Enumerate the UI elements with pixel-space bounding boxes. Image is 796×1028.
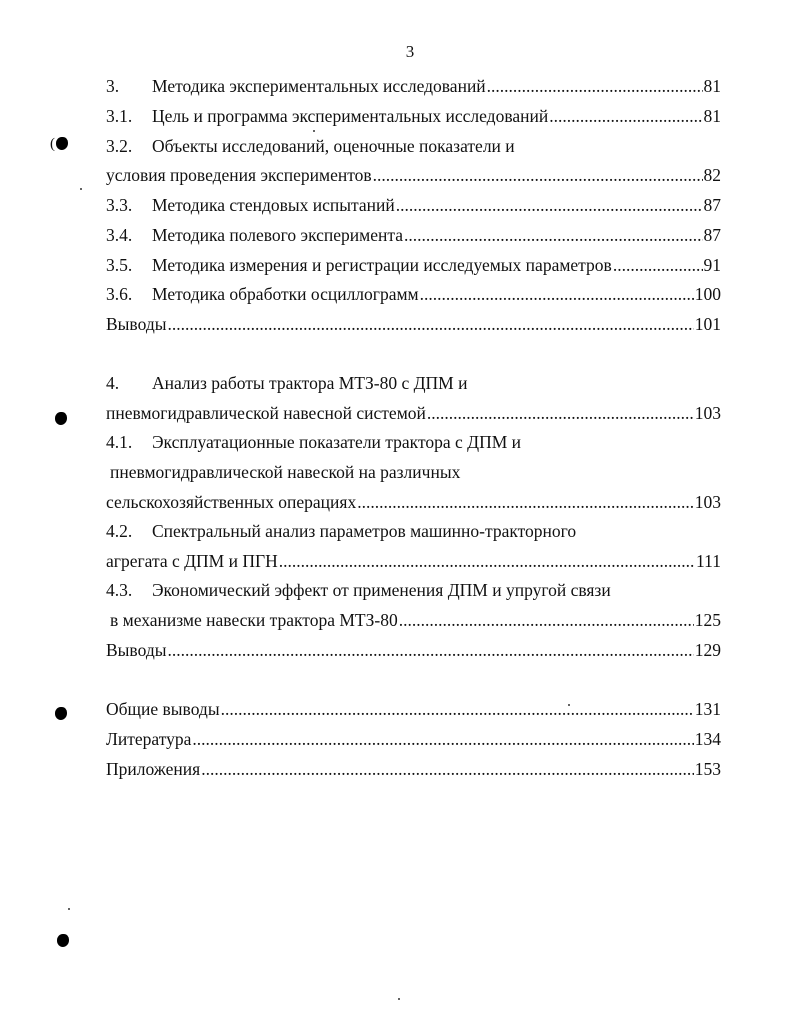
toc-entry-general-conclusions — [106, 697, 721, 721]
dot-leader — [201, 757, 694, 781]
dot-leader — [167, 638, 693, 662]
toc-entry-title: Объекты исследований, оценочные показатели и — [152, 136, 515, 156]
dot-leader — [427, 401, 694, 425]
toc-entry-3-3 — [106, 193, 721, 217]
toc-entry-page: 100 — [694, 284, 721, 304]
page-number: 3 — [405, 42, 415, 61]
toc-entry-conclusions-3 — [106, 312, 721, 336]
toc-entry-3-2-line2 — [106, 163, 721, 187]
toc-entry-title-continued: условия проведения экспериментов — [106, 165, 372, 185]
toc-entry-title: Общие выводы — [106, 699, 220, 719]
toc-entry-4-3-line2 — [110, 608, 721, 632]
punch-hole-icon — [56, 137, 68, 150]
toc-entry-title-continued: пневмогидравлической навеской на различных — [110, 462, 461, 482]
toc-entry-3-5 — [106, 253, 721, 277]
toc-entry-number: 4. — [106, 373, 120, 393]
toc-entry-number: 3.6. — [106, 284, 133, 304]
toc-entry-title: Методика полевого эксперимента — [152, 225, 403, 245]
toc-entry-title: Анализ работы трактора МТЗ-80 с ДПМ и — [152, 373, 468, 393]
scan-speck — [313, 130, 315, 132]
scan-speck — [80, 188, 82, 190]
toc-entry-page: 129 — [694, 640, 721, 660]
toc-entry-title: Методика измерения и регистрации исследуемых параметров — [152, 255, 612, 275]
toc-entry-3-6 — [106, 282, 721, 306]
toc-entry-3-2-line1 — [106, 134, 721, 158]
toc-entry-number: 3.3. — [106, 195, 133, 215]
toc-entry-page: 103 — [694, 492, 721, 512]
scan-speck — [398, 998, 400, 1000]
toc-entry-title: Выводы — [106, 640, 167, 660]
dot-leader — [396, 193, 703, 217]
toc-entry-appendices — [106, 757, 721, 781]
toc-entry-number: 3.4. — [106, 225, 133, 245]
toc-entry-title: Эксплуатационные показатели трактора с ДПМ и — [152, 432, 522, 452]
toc-entry-page: 103 — [694, 403, 721, 423]
punch-hole-icon — [55, 707, 67, 720]
toc-entry-title: Приложения — [106, 759, 201, 779]
scan-speck — [568, 704, 570, 706]
dot-leader — [357, 490, 694, 514]
toc-entry-number: 4.3. — [106, 580, 133, 600]
toc-entry-title-continued: сельскохозяйственных операциях — [106, 492, 357, 512]
toc-entry-page: 87 — [703, 195, 721, 215]
dot-leader — [167, 312, 693, 336]
toc-entry-number: 4.1. — [106, 432, 133, 452]
toc-entry-number: 3.5. — [106, 255, 133, 275]
toc-entry-title: Методика экспериментальных исследований — [152, 76, 486, 96]
toc-entry-page: 91 — [703, 255, 721, 275]
toc-entry-title: Спектральный анализ параметров машинно-тракторного — [152, 521, 577, 541]
toc-entry-page: 125 — [694, 610, 721, 630]
toc-entry-3-4 — [106, 223, 721, 247]
toc-entry-section-4-line1 — [106, 371, 721, 395]
toc-entry-title-continued: пневмогидравлической навесной системой — [106, 403, 426, 423]
dot-leader — [549, 104, 702, 128]
toc-entry-title: Методика стендовых испытаний — [152, 195, 395, 215]
toc-entry-literature — [106, 727, 721, 751]
toc-entry-4-1-line2 — [110, 460, 725, 484]
scan-bracket-mark: ( — [50, 136, 55, 152]
toc-entry-title-continued: в механизме навески трактора МТЗ-80 — [110, 610, 398, 630]
toc-entry-page: 82 — [703, 165, 721, 185]
toc-entry-4-2-line2 — [106, 549, 721, 573]
toc-entry-4-1-line1 — [106, 430, 721, 454]
punch-hole-icon — [57, 934, 69, 947]
toc-entry-conclusions-4 — [106, 638, 721, 662]
punch-hole-icon — [55, 412, 67, 425]
dot-leader — [279, 549, 695, 573]
toc-entry-number: 3.1. — [106, 106, 133, 126]
toc-entry-title-continued: агрегата с ДПМ и ПГН — [106, 551, 278, 571]
toc-entry-title: Экономический эффект от применения ДПМ и упругой связи — [152, 580, 611, 600]
dot-leader — [613, 253, 703, 277]
toc-entry-page: 131 — [694, 699, 721, 719]
dot-leader — [487, 74, 703, 98]
dot-leader — [420, 282, 694, 306]
toc-entry-4-2-line1 — [106, 519, 721, 543]
toc-entry-title: Методика обработки осциллограмм — [152, 284, 419, 304]
scan-speck — [68, 908, 70, 910]
toc-entry-4-3-line1 — [106, 578, 721, 602]
toc-entry-page: 111 — [696, 551, 721, 571]
dot-leader — [192, 727, 693, 751]
toc-entry-page: 134 — [694, 729, 721, 749]
dot-leader — [221, 697, 694, 721]
toc-entry-page: 101 — [694, 314, 721, 334]
toc-entry-number: 3.2. — [106, 136, 133, 156]
dot-leader — [373, 163, 703, 187]
toc-entry-section-4-line2 — [106, 401, 721, 425]
toc-entry-page: 153 — [694, 759, 721, 779]
toc-entry-number: 4.2. — [106, 521, 133, 541]
toc-entry-3-1 — [106, 104, 721, 128]
toc-entry-page: 81 — [703, 106, 721, 126]
toc-entry-title: Цель и программа экспериментальных исследований — [152, 106, 549, 126]
toc-entry-title: Литература — [106, 729, 192, 749]
dot-leader — [399, 608, 694, 632]
toc-entry-page: 81 — [703, 76, 721, 96]
toc-entry-title: Выводы — [106, 314, 167, 334]
toc-entry-page: 87 — [703, 225, 721, 245]
dot-leader — [404, 223, 703, 247]
toc-entry-section-3 — [106, 74, 721, 98]
toc-entry-4-1-line3 — [106, 490, 721, 514]
toc-entry-number: 3. — [106, 76, 120, 96]
